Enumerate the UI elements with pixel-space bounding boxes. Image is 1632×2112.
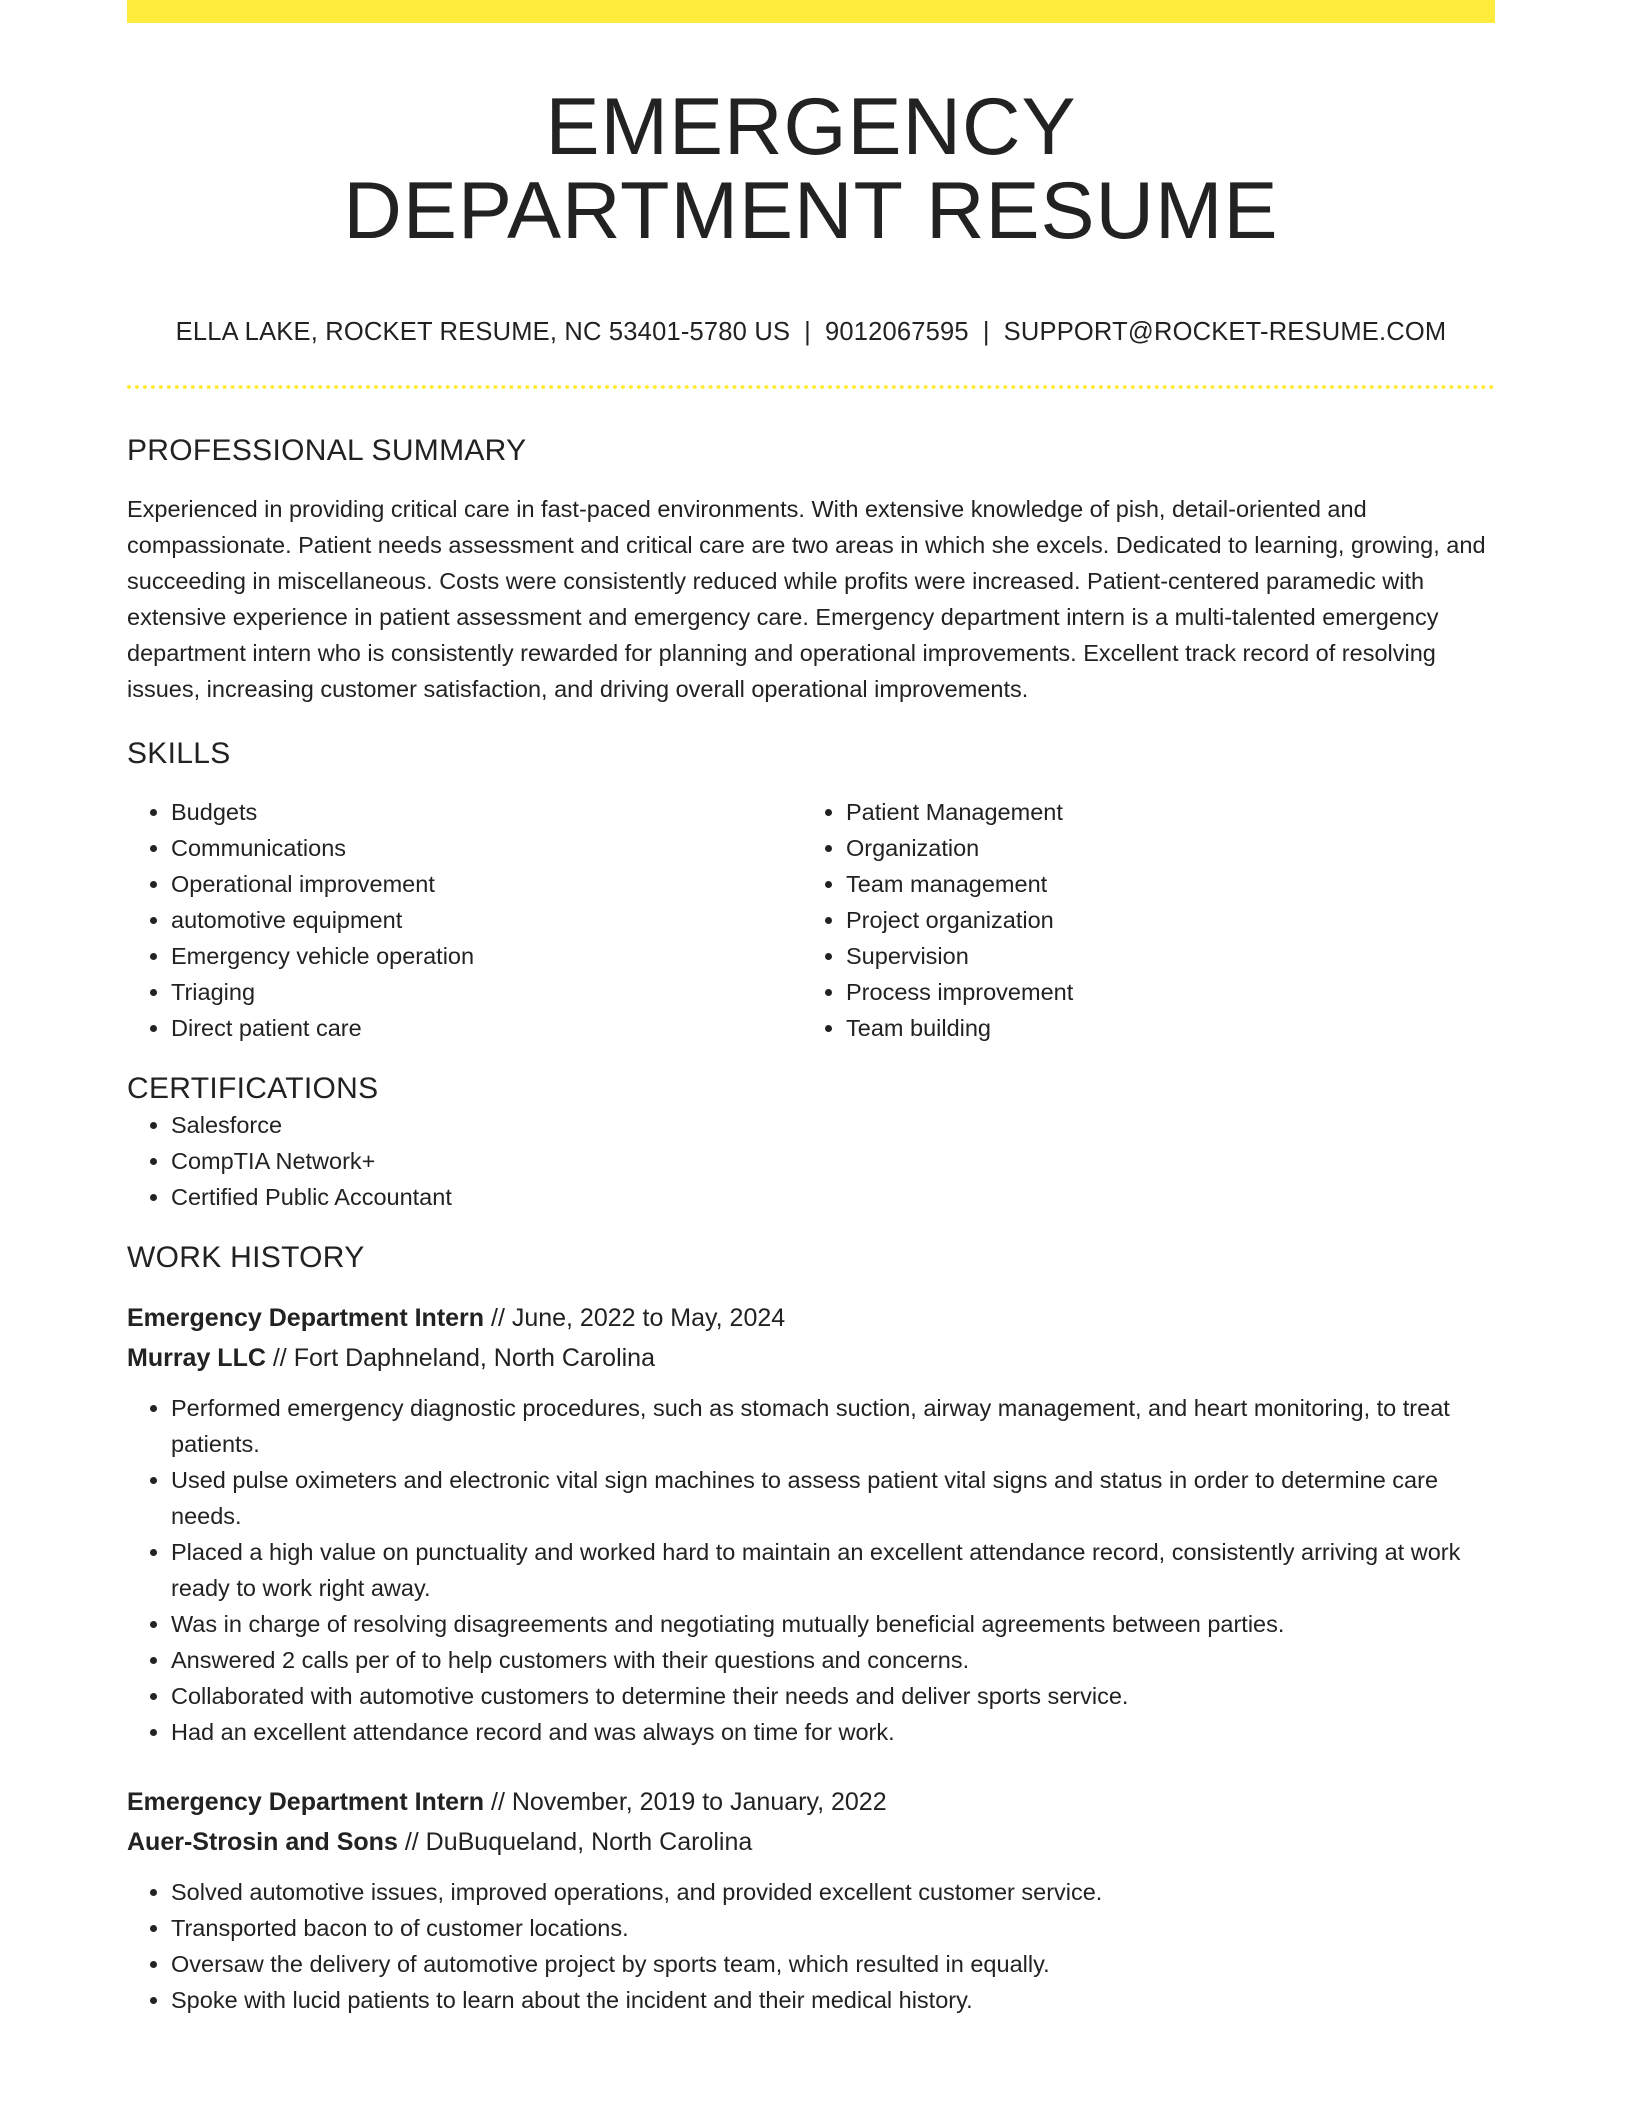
contact-email: SUPPORT@ROCKET-RESUME.COM: [1003, 318, 1447, 346]
skills-list-right: [802, 794, 1477, 1046]
resume-page: [127, 0, 1495, 2018]
title-line-2: DEPARTMENT RESUME: [343, 166, 1279, 256]
job-duty-item: • Was in charge of resolving disagreements and negotiating mutually beneficial agreements between parties.: [171, 1606, 1495, 1642]
skill-item: • Project organization: [846, 902, 1477, 938]
job-title: Emergency Department Intern: [127, 1304, 485, 1332]
job-duty-item: • Performed emergency diagnostic procedures, such as stomach suction, airway management, and heart monitoring, to treat patients.: [171, 1390, 1495, 1462]
certification-item: • CompTIA Network+: [171, 1143, 1495, 1179]
work-history-heading: WORK HISTORY: [127, 1241, 365, 1274]
job-duty-item: • Placed a high value on punctuality and worked hard to maintain an excellent attendance record, consistently arriving at work ready to work right away.: [171, 1534, 1495, 1606]
skill-item: • Triaging: [171, 974, 802, 1010]
resume-title: [127, 82, 1495, 256]
contact-separator: |: [804, 318, 811, 346]
job-company: Murray LLC: [127, 1344, 266, 1372]
job-dates: // June, 2022 to May, 2024: [484, 1304, 786, 1332]
job-company: Auer-Strosin and Sons: [127, 1828, 398, 1856]
job-company-line: [127, 1338, 1495, 1378]
skill-item: • Direct patient care: [171, 1010, 802, 1046]
certification-item: • Certified Public Accountant: [171, 1179, 1495, 1215]
skills-column-right: [802, 794, 1477, 1046]
job-duty-item: • Answered 2 calls per of to help customers with their questions and concerns.: [171, 1642, 1495, 1678]
certifications-list: [127, 1107, 1495, 1215]
skill-item: • Supervision: [846, 938, 1477, 974]
job-duty-item: • Had an excellent attendance record and was always on time for work.: [171, 1714, 1495, 1750]
top-accent-bar: [127, 0, 1495, 23]
job-duties-list: [127, 1390, 1495, 1750]
job-title: Emergency Department Intern: [127, 1788, 485, 1816]
skill-item: • Process improvement: [846, 974, 1477, 1010]
skill-item: • Communications: [171, 830, 802, 866]
job-entry: [127, 1298, 1495, 1750]
job-company-line: [127, 1822, 1495, 1862]
job-duty-item: • Transported bacon to of customer locations.: [171, 1910, 1495, 1946]
work-history-list: [127, 1298, 1495, 2018]
job-title-line: [127, 1298, 1495, 1338]
skills-column-left: [127, 794, 802, 1046]
skills-grid: [127, 794, 1495, 1046]
skill-item: • Patient Management: [846, 794, 1477, 830]
dotted-divider: [127, 385, 1495, 389]
skills-heading: SKILLS: [127, 737, 231, 770]
job-duty-item: • Solved automotive issues, improved operations, and provided excellent customer service.: [171, 1874, 1495, 1910]
job-duty-item: • Used pulse oximeters and electronic vital sign machines to assess patient vital signs and status in order to determine care needs.: [171, 1462, 1495, 1534]
skill-item: • Team building: [846, 1010, 1477, 1046]
contact-line: [127, 317, 1495, 347]
skill-item: • Team management: [846, 866, 1477, 902]
job-duty-item: • Collaborated with automotive customers to determine their needs and deliver sports service.: [171, 1678, 1495, 1714]
skill-item: • Organization: [846, 830, 1477, 866]
job-dates: // November, 2019 to January, 2022: [484, 1788, 887, 1816]
job-entry: [127, 1782, 1495, 2018]
skill-item: • Emergency vehicle operation: [171, 938, 802, 974]
summary-heading: PROFESSIONAL SUMMARY: [127, 434, 527, 467]
summary-text: Experienced in providing critical care in fast-paced environments. With extensive knowledge of pish, detail-oriented and compassionate. Patient needs assessment and critical care are two areas in which she excels. Dedicated to learning, growing, and succeeding in miscellaneous. Costs were consistently reduced while profits were increased. Patient-centered paramedic with extensive experience in patient assessment and emergency care. Emergency department intern is a multi-talented emergency department intern who is consistently rewarded for planning and operational improvements. Excellent track record of resolving issues, increasing customer satisfaction, and driving overall operational improvements.: [127, 496, 1486, 702]
skill-item: • automotive equipment: [171, 902, 802, 938]
certifications-heading: CERTIFICATIONS: [127, 1072, 379, 1105]
job-title-line: [127, 1782, 1495, 1822]
certification-item: • Salesforce: [171, 1107, 1495, 1143]
skills-list-left: [127, 794, 802, 1046]
job-duties-list: [127, 1874, 1495, 2018]
contact-phone: 9012067595: [825, 318, 969, 346]
contact-address: ELLA LAKE, ROCKET RESUME, NC 53401-5780 US: [175, 318, 791, 346]
job-duty-item: • Oversaw the delivery of automotive project by sports team, which resulted in equally.: [171, 1946, 1495, 1982]
contact-separator: |: [982, 318, 990, 346]
job-duty-item: • Spoke with lucid patients to learn about the incident and their medical history.: [171, 1982, 1495, 2018]
job-location: // DuBuqueland, North Carolina: [397, 1828, 753, 1856]
title-line-1: EMERGENCY: [545, 82, 1077, 172]
job-location: // Fort Daphneland, North Carolina: [265, 1344, 655, 1372]
skill-item: • Operational improvement: [171, 866, 802, 902]
skill-item: • Budgets: [171, 794, 802, 830]
